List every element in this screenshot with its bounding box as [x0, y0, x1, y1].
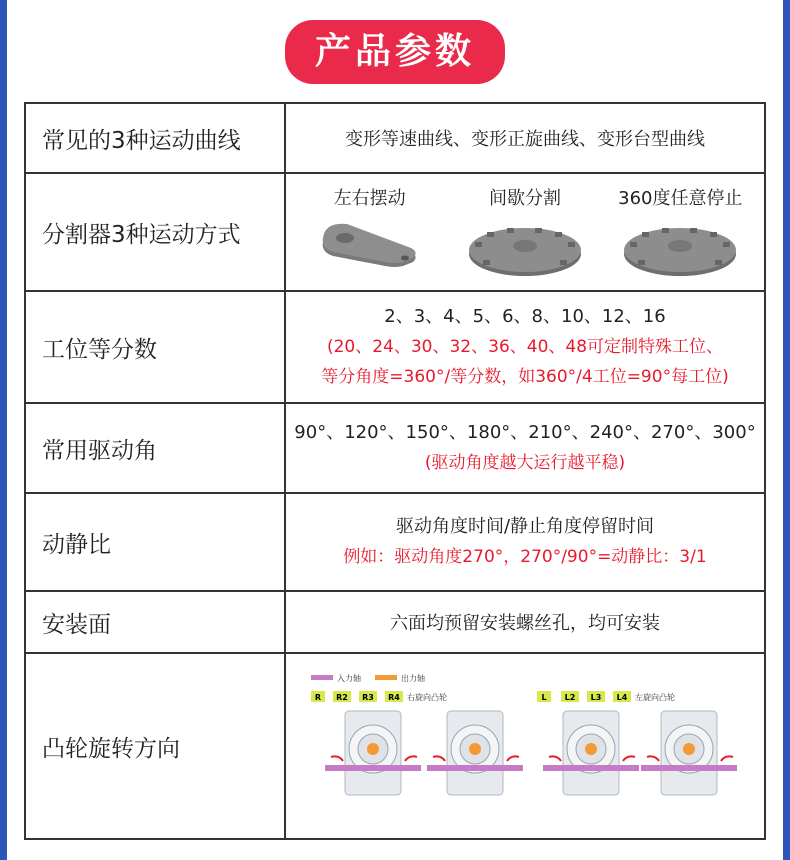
table-row — [25, 403, 765, 493]
row-value: 六面均预留安装螺丝孔，均可安装 — [285, 591, 765, 653]
row-value: 驱动角度时间/静止角度停留时间 — [395, 516, 655, 537]
housing-l2 — [641, 711, 737, 795]
row-label: 凸轮旋转方向 — [25, 653, 285, 839]
index-plate-icon — [620, 216, 740, 280]
motion-cell — [285, 173, 765, 291]
row-label: 安装面 — [25, 591, 285, 653]
row-label: 常见的3种运动曲线 — [25, 103, 285, 173]
table-row — [25, 493, 765, 591]
row-label: 常用驱动角 — [25, 403, 285, 493]
motion-indexing — [450, 184, 600, 280]
tag-label: L4 — [616, 693, 628, 702]
frame-border-right — [783, 0, 790, 860]
table-row — [25, 173, 765, 291]
row-value: 变形等速曲线、变形正旋曲线、变形台型曲线 — [285, 103, 765, 173]
row-value: 90°、120°、150°、180°、210°、240°、270°、300° — [294, 422, 756, 443]
table-row — [25, 103, 765, 173]
cam-rotation-diagram — [305, 671, 745, 821]
output-axis-swatch — [375, 675, 397, 680]
motion-caption: 360度任意停止 — [618, 188, 743, 209]
legend-input: 入力轴 — [337, 674, 361, 683]
table-row — [25, 591, 765, 653]
row-note: 例如：驱动角度270°，270°/90°=动静比：3/1 — [343, 547, 707, 567]
frame-border-left — [0, 0, 7, 860]
rotation-diagram — [305, 671, 745, 821]
page-title: 产品参数 — [285, 20, 505, 84]
row-value-cell — [285, 403, 765, 493]
tag-label: L2 — [564, 693, 576, 702]
motion-swing — [295, 184, 445, 276]
tag-label: R — [314, 693, 322, 702]
row-note: 等分角度=360°/等分数，如360°/4工位=90°每工位) — [321, 367, 729, 387]
swing-arm-icon — [315, 216, 425, 276]
title-area — [0, 20, 790, 84]
motion-free-stop — [605, 184, 755, 280]
table-row — [25, 291, 765, 403]
left-cam-caption: 左旋向凸轮 — [635, 693, 675, 702]
row-note: (驱动角度越大运行越平稳) — [424, 453, 626, 473]
rotation-diagram-cell — [285, 653, 765, 839]
spec-table — [24, 102, 766, 840]
housing-r — [325, 711, 421, 795]
input-axis-swatch — [311, 675, 333, 680]
motion-caption: 左右摆动 — [333, 188, 406, 209]
index-plate-icon — [465, 216, 585, 280]
row-value: 2、3、4、5、6、8、10、12、16 — [384, 306, 666, 327]
motion-caption: 间歇分割 — [488, 188, 561, 209]
housing-r2 — [427, 711, 523, 795]
row-note: (20、24、30、32、36、40、48可定制特殊工位、 — [326, 337, 724, 357]
tag-label: L — [541, 693, 547, 702]
tag-label: L3 — [590, 693, 602, 702]
tag-label: R3 — [362, 693, 374, 702]
legend-output: 出力轴 — [401, 674, 425, 683]
row-label: 动静比 — [25, 493, 285, 591]
housing-l — [543, 711, 639, 795]
right-cam-caption: 右旋向凸轮 — [407, 693, 447, 702]
row-value-cell — [285, 291, 765, 403]
table-row — [25, 653, 765, 839]
tag-label: R2 — [336, 693, 348, 702]
tag-label: R4 — [388, 693, 400, 702]
row-value-cell — [285, 493, 765, 591]
row-label: 工位等分数 — [25, 291, 285, 403]
row-label: 分割器3种运动方式 — [25, 173, 285, 291]
